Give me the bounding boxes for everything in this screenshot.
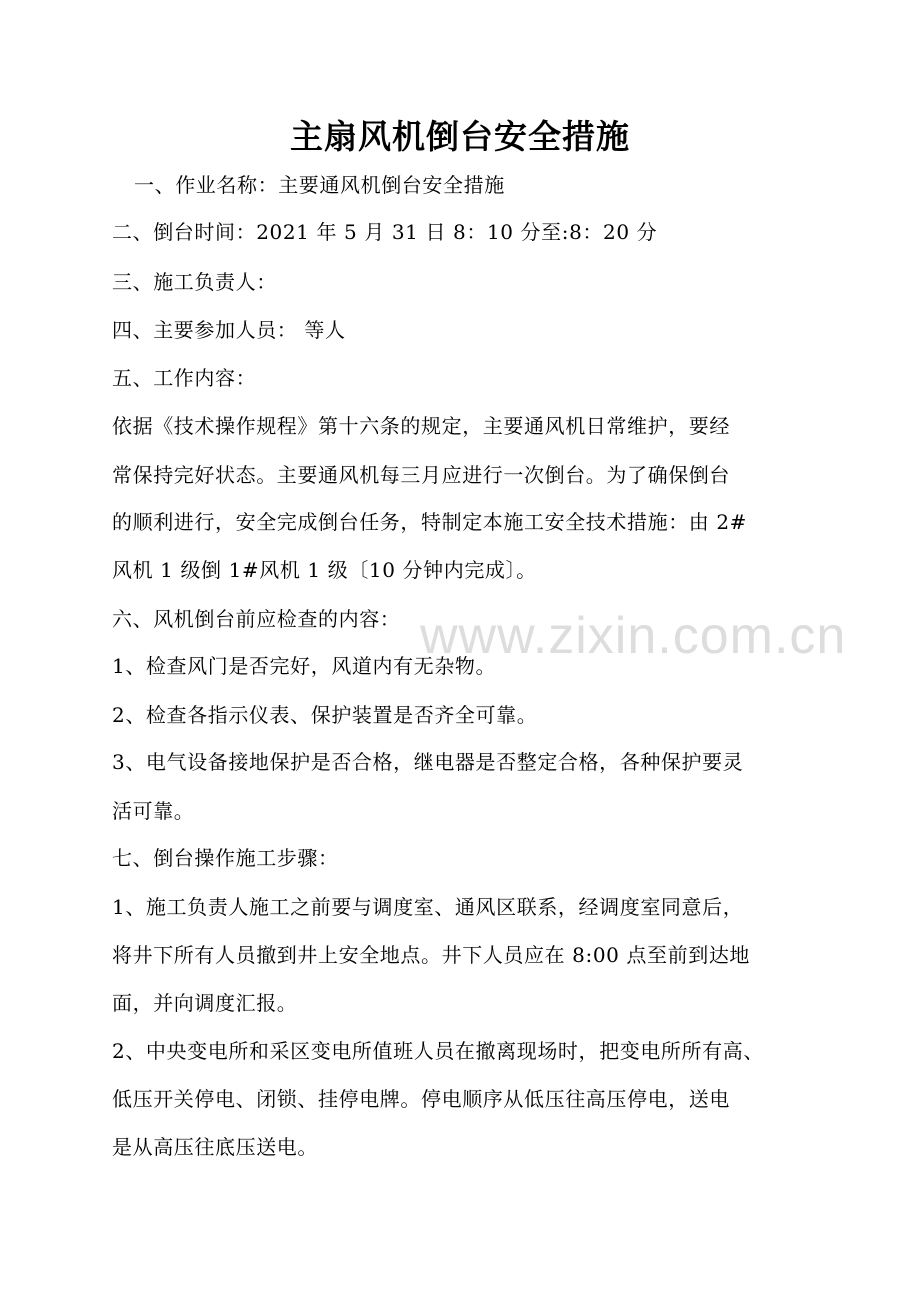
- list-item: 2、检查各指示仪表、保护装置是否齐全可靠。: [112, 703, 538, 727]
- list-item-continuation: 低压开关停电、闭锁、挂停电牌。停电顺序从低压往高压停电，送电: [112, 1087, 730, 1111]
- document-title: 主扇风机倒台安全措施: [290, 117, 630, 156]
- section-6-heading: 六、风机倒台前应检查的内容：: [112, 607, 401, 631]
- section-4-heading: 四、主要参加人员： 等人: [112, 318, 346, 342]
- list-item-continuation: 面，并向调度汇报。: [112, 991, 298, 1015]
- list-item-continuation: 是从高压往底压送电。: [112, 1135, 318, 1159]
- paragraph-line: 的顺利进行，安全完成倒台任务，特制定本施工安全技术措施：由 2#: [112, 510, 748, 534]
- paragraph-line: 常保持完好状态。主要通风机每三月应进行一次倒台。为了确保倒台: [112, 463, 730, 487]
- list-item-continuation: 将井下所有人员撤到井上安全地点。井下人员应在 8:00 点至前到达地: [112, 943, 751, 967]
- list-item: 2、中央变电所和采区变电所值班人员在撤离现场时，把变电所所有高、: [112, 1039, 764, 1063]
- list-item: 1、施工负责人施工之前要与调度室、通风区联系，经调度室同意后，: [112, 895, 744, 919]
- section-7-heading: 七、倒台操作施工步骤：: [112, 846, 339, 870]
- watermark: www.zixin.com.cn: [420, 607, 847, 665]
- section-1-heading: 一、作业名称：主要通风机倒台安全措施: [134, 173, 505, 197]
- paragraph-line: 风机 1 级倒 1#风机 1 级〔10 分钟内完成〕。: [112, 558, 537, 582]
- section-5-heading: 五、工作内容：: [112, 366, 257, 390]
- section-2-heading: 二、倒台时间：2021 年 5 月 31 日 8：10 分至:8：20 分: [112, 220, 658, 244]
- list-item: 3、电气设备接地保护是否合格，继电器是否整定合格，各种保护要灵: [112, 750, 744, 774]
- list-item-continuation: 活可靠。: [112, 799, 195, 823]
- paragraph-line: 依据《技术操作规程》第十六条的规定，主要通风机日常维护，要经: [112, 414, 730, 438]
- list-item: 1、检查风门是否完好，风道内有无杂物。: [112, 654, 497, 678]
- section-3-heading: 三、施工负责人：: [112, 270, 277, 294]
